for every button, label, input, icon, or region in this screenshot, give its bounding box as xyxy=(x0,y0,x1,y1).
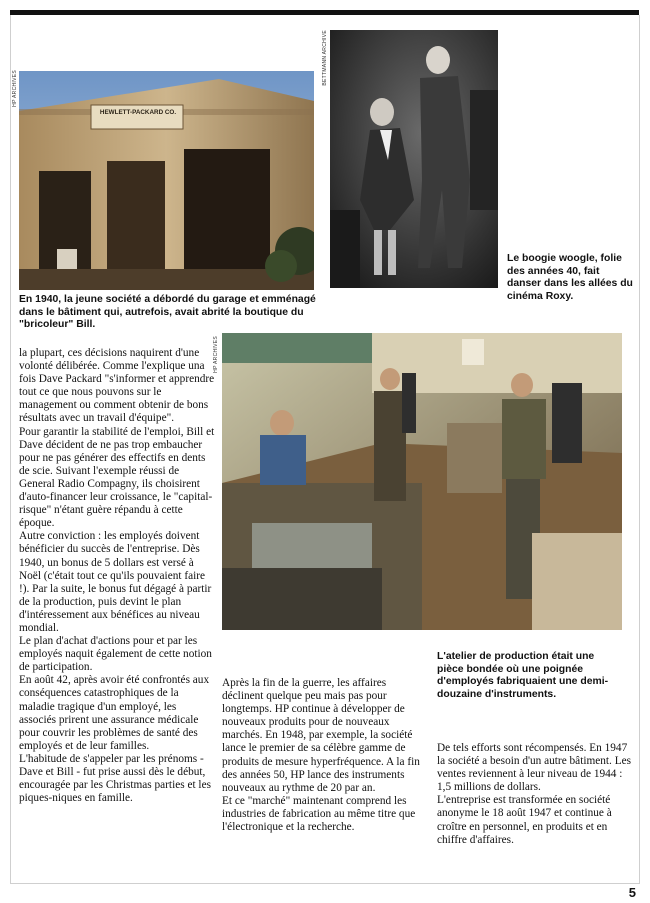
paragraph: De tels efforts sont récompensés. En 1947 la société a besoin d'un autre bâtiment. Les ventes reviennent à leur niveau de 1944 : 1,5 millions de dollars. xyxy=(437,742,632,794)
caption-workshop: L'atelier de production était une pièce bondée où une poignée d'employés fabriquaient une demi-douzaine d'instruments. xyxy=(437,651,609,700)
text-column-left xyxy=(19,347,215,805)
paragraph: la plupart, ces décisions naquirent d'une volonté délibérée. Comme l'explique una fois Dave Packard "s'informer et apprendre tout ce que nous pouvons sur le management ou comment obtenir de bons résultats avec un travail d'équipe". xyxy=(19,347,215,425)
building-photo xyxy=(19,71,314,290)
paragraph: Autre conviction : les employés doivent bénéficier du succès de l'entreprise. Dès 1940, un bonus de 5 dollars est versé à Noël (c'était tout ce qu'ils pouvaient faire !). Par la suite, le bonus fut dégagé à partir de la production, puis devint le plan d'intéressement aux bénéfices au niveau mondial. xyxy=(19,530,212,634)
dancers-photo xyxy=(330,30,498,288)
text-column-right xyxy=(437,742,633,847)
building-sign-text: HEWLETT-PACKARD CO. xyxy=(99,109,177,116)
paragraph: Pour garantir la stabilité de l'emploi, Bill et Dave décident de ne pas trop embaucher pour ne pas générer des effectifs en dents de scie. Suivant l'exemple réussi de General Radio Compagny, ils choisirent d'auto-financer leur croissance, le "capital-risque" n'étant guère répandu à cette époque. xyxy=(19,425,215,530)
photo-credit-hp-archives: HP ARCHIVES xyxy=(12,70,18,107)
paragraph: Le plan d'achat d'actions pour et par les employés naquit également de cette notion de participation. xyxy=(19,635,212,674)
paragraph: L'habitude de s'appeler par les prénoms - Dave et Bill - fut prise aussi dès le début, encouragée par les Christmas parties et les piques-niques en famille. xyxy=(19,752,211,805)
paragraph: L'entreprise est transformée en société anonyme le 18 août 1947 et continue à croître en personnel, en produits et en chiffre d'affaires. xyxy=(437,794,612,846)
text-column-middle xyxy=(222,677,422,834)
paragraph: Après la fin de la guerre, les affaires déclinent quelque peu mais pas pour longtemps. HP continue à développer de nouveaux produits pour de nouveaux marchés. En 1948, par exemple, la société lance le premier de sa célèbre gamme de produits de mesure hyperfréquence. A la fin des années 50, HP lance des instruments nouveaux au rythme de 20 par an. xyxy=(222,677,420,794)
caption-building: En 1940, la jeune société a débordé du garage et emménagé dans le bâtiment qui, autrefois, avait abrité la boutique du "bricoleur" Bill. xyxy=(19,294,316,330)
paragraph: En août 42, après avoir été confrontés aux conséquences catastrophiques de la maladie tragique d'un employé, les associés prirent une assurance médicale pour couvrir les problèmes de santé des employés et de leur familles. xyxy=(19,674,210,752)
page-number: 5 xyxy=(628,885,636,900)
photo-credit-hp-archives-2: HP ARCHIVES xyxy=(213,336,219,373)
workshop-photo xyxy=(222,333,622,630)
caption-boogie: Le boogie woogle, folie des années 40, fait danser dans les allées du cinéma Roxy. xyxy=(507,253,633,302)
paragraph: Et ce "marché" maintenant comprend les industries de fabrication au même titre que l'électronique et la recherche. xyxy=(222,794,416,834)
photo-credit-bettmann: BETTMANN ARCHIVE xyxy=(322,30,328,86)
